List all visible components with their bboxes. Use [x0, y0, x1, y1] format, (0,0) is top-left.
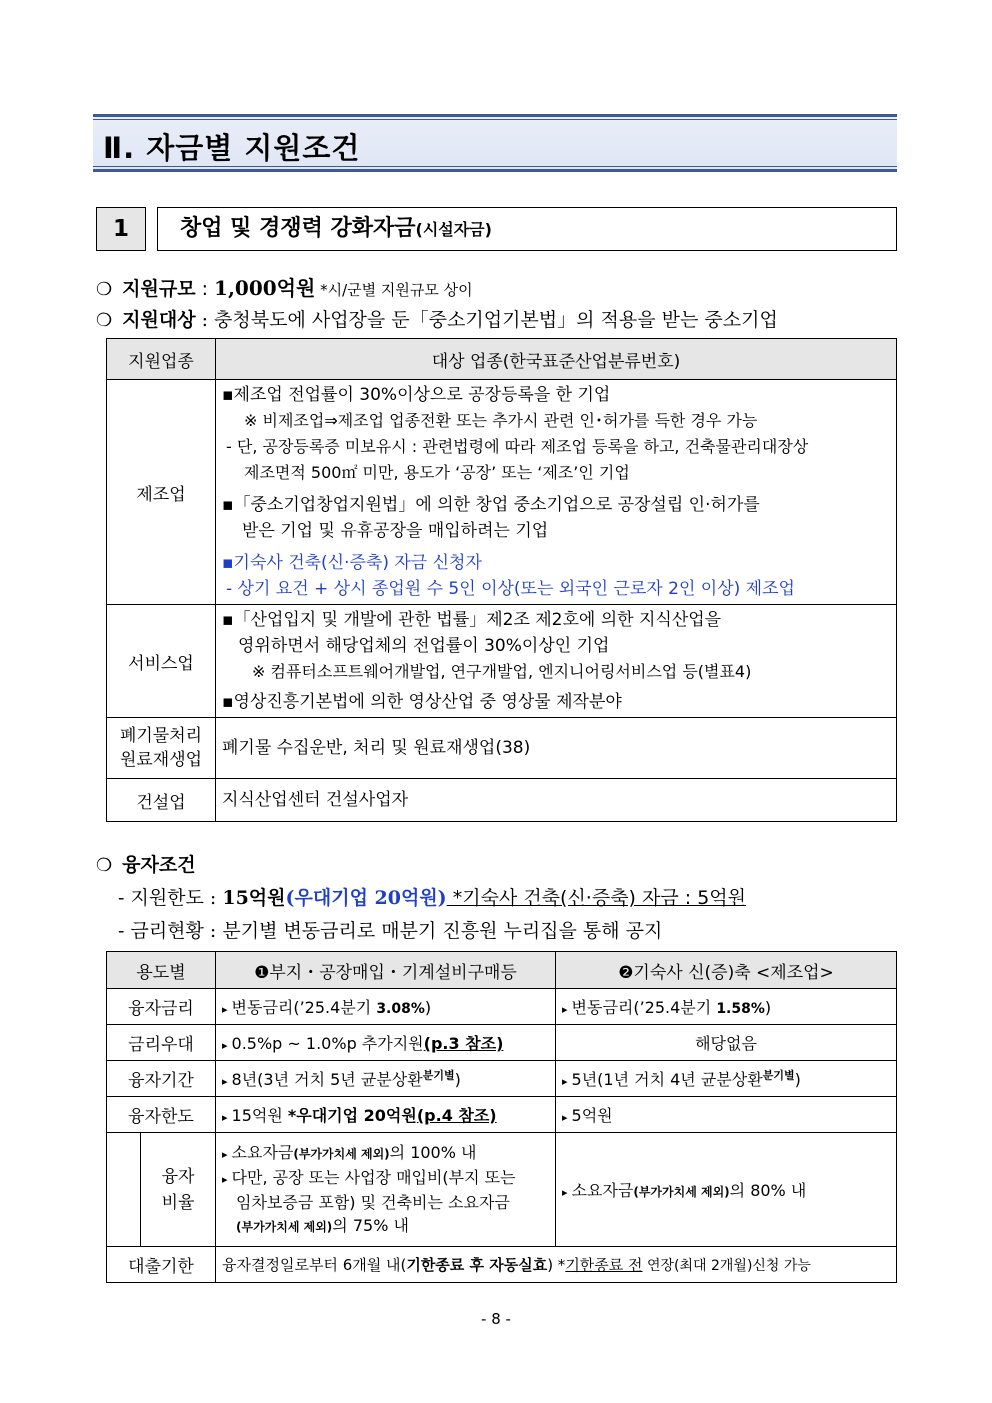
header-bottom-rule-thin — [93, 166, 897, 167]
deadline-text: 융자결정일로부터 6개월 내( — [222, 1256, 407, 1274]
list-item: ▪제조업 전업률이 30%이상으로 공장등록을 한 기업 — [222, 385, 611, 405]
list-item: ▪「중소기업창업지원법」에 의한 창업 중소기업으로 공장설립 인·허가를 — [222, 495, 760, 515]
triangle-bullet-icon: ▸ — [222, 1075, 228, 1088]
support-scale-colon: : — [195, 278, 215, 300]
list-item: 임차보증금 포함) 및 건축비는 소요자금 — [236, 1192, 510, 1212]
table-row — [107, 779, 897, 822]
list-item: ▪「산업입지 및 개발에 관한 법률」제2조 제2호에 의한 지식산업을 — [222, 610, 722, 630]
list-item: ▪영상진흥기본법에 의한 영상산업 중 영상물 제작분야 — [222, 692, 622, 712]
deadline-extension: 연장(최대 2개월)신청 가능 — [642, 1258, 811, 1274]
period-close: ) — [794, 1070, 801, 1089]
section-title-main: 창업 및 경쟁력 강화자금 — [180, 216, 416, 241]
support-target-label: 지원대상 — [122, 309, 196, 331]
ratio-vat-note: (부가가치세 제외) — [293, 1146, 390, 1161]
header-purpose: 용도별 — [107, 952, 216, 989]
support-scale-line — [96, 272, 473, 301]
limit-dormitory — [556, 1097, 897, 1133]
row-label-ratio-wrapper — [107, 1133, 216, 1247]
support-limit-value: 15억원 — [222, 887, 286, 909]
header-top-rule-thin — [93, 119, 897, 120]
triangle-bullet-icon: ▸ — [222, 1147, 228, 1161]
category-waste-line1: 폐기물처리 — [119, 726, 203, 746]
row-label-limit: 융자한도 — [107, 1097, 216, 1133]
ratio-indent-spacer — [107, 1133, 141, 1246]
triangle-bullet-icon: ▸ — [222, 1039, 228, 1052]
row-label-rate: 융자금리 — [107, 989, 216, 1025]
manufacturing-details — [216, 380, 897, 605]
list-item-sub: - 단, 공장등록증 미보유시 : 관련법령에 따라 제조업 등록을 하고, 건축물관리대장상 — [226, 437, 809, 456]
support-limit-preferred: (우대기업 20억원) — [285, 887, 447, 909]
preference-land-factory — [216, 1025, 556, 1061]
circle-bullet-icon: ❍ — [96, 855, 113, 876]
category-waste-line2: 원료재생업 — [119, 750, 203, 770]
category-waste — [107, 718, 216, 779]
support-scale-label: 지원규모 — [122, 278, 196, 300]
rate-dormitory — [556, 989, 897, 1025]
section-title-suffix: (시설자금) — [415, 220, 492, 239]
section-number: 1 — [96, 207, 146, 251]
ratio-label-line1: 융자 — [161, 1166, 195, 1187]
period-close: ) — [454, 1070, 461, 1089]
loan-conditions-label: 융자조건 — [122, 854, 196, 876]
header-land-factory: ❶부지・공장매입・기계설비구매등 — [216, 952, 556, 989]
header-target-industry: 대상 업종(한국표준산업분류번호) — [216, 339, 897, 380]
category-manufacturing: 제조업 — [107, 380, 216, 605]
header-dormitory: ❷기숙사 신(증)축 <제조업> — [556, 952, 897, 989]
row-label-deadline: 대출기한 — [107, 1247, 216, 1283]
ratio-label — [141, 1133, 215, 1246]
table-row — [107, 380, 897, 605]
loan-conditions-table — [106, 951, 897, 1283]
ratio-vat-note: (부가가치세 제외) — [236, 1219, 333, 1234]
circle-bullet-icon: ❍ — [96, 279, 113, 300]
limit-text: 15억원 — [231, 1106, 288, 1125]
ratio-land-factory — [216, 1133, 556, 1247]
support-limit-label: - 지원한도 : — [118, 887, 223, 909]
row-label-period: 융자기간 — [107, 1061, 216, 1097]
limit-ref: (p.4 참조) — [416, 1106, 497, 1125]
section-title — [157, 207, 897, 251]
triangle-bullet-icon: ▸ — [222, 1003, 228, 1016]
ratio-vat-note: (부가가치세 제외) — [633, 1185, 730, 1199]
ratio-label-line2: 비율 — [161, 1192, 195, 1213]
loan-conditions-line — [96, 850, 196, 877]
header-bottom-rule — [93, 169, 897, 172]
deadline-details — [216, 1247, 897, 1283]
eligible-industries-table — [106, 338, 897, 822]
preference-ref: (p.3 참조) — [423, 1034, 504, 1053]
preference-text: 0.5%p ~ 1.0%p 추가지원 — [231, 1034, 424, 1053]
ratio-text-end: 의 100% 내 — [389, 1142, 477, 1162]
rate-value: 1.58% — [716, 1001, 765, 1017]
list-item: 영위하면서 해당업체의 전업률이 30%이상인 기업 — [238, 636, 610, 656]
list-item — [222, 1166, 549, 1191]
category-construction: 건설업 — [107, 779, 216, 822]
ratio-text-end: 의 80% 내 — [729, 1181, 807, 1200]
limit-text: 5억원 — [571, 1106, 613, 1125]
table-row — [107, 1025, 897, 1061]
support-limit-dormitory: *기숙사 건축(신·증축) 자금 : 5억원 — [446, 887, 746, 909]
table-header-row — [107, 339, 897, 380]
ratio-label-split — [107, 1133, 215, 1246]
deadline-auto-expire: 기한종료 후 자동실효 — [406, 1256, 548, 1274]
rate-text: 변동금리(’25.4분기 — [231, 998, 377, 1017]
interest-rate-line: - 금리현황 : 분기별 변동금리로 매분기 진흥원 누리집을 통해 공지 — [118, 920, 663, 942]
triangle-bullet-icon: ▸ — [562, 1003, 568, 1016]
period-dormitory — [556, 1061, 897, 1097]
triangle-bullet-icon: ▸ — [222, 1111, 228, 1124]
ratio-text: 소요자금 — [231, 1142, 294, 1162]
waste-details: 폐기물 수집운반, 처리 및 원료재생업(38) — [216, 718, 897, 779]
row-label-preference: 금리우대 — [107, 1025, 216, 1061]
category-service: 서비스업 — [107, 605, 216, 718]
ratio-text: 소요자금 — [571, 1181, 634, 1200]
period-text: 5년(1년 거치 4년 균분상환 — [571, 1070, 763, 1089]
header-industry: 지원업종 — [107, 339, 216, 380]
list-item — [222, 1214, 549, 1239]
table-row — [107, 989, 897, 1025]
circle-bullet-icon: ❍ — [96, 310, 113, 331]
list-item-note: ※ 비제조업⇒제조업 업종전환 또는 추가시 관련 인･허가를 득한 경우 가능 — [244, 411, 758, 430]
support-target-text: : 충청북도에 사업장을 둔「중소기업기본법」의 적용을 받는 중소기업 — [195, 309, 778, 331]
table-row — [107, 1247, 897, 1283]
chapter-title: Ⅱ. 자금별 지원조건 — [103, 131, 361, 165]
preference-dormitory: 해당없음 — [556, 1025, 897, 1061]
limit-land-factory — [216, 1097, 556, 1133]
rate-value: 3.08% — [376, 1001, 425, 1017]
deadline-before-expiry: 기한종료 전 — [565, 1256, 643, 1274]
ratio-dormitory — [556, 1133, 897, 1247]
triangle-bullet-icon: ▸ — [562, 1111, 568, 1124]
rate-close: ) — [764, 998, 772, 1017]
deadline-mid: ) * — [547, 1256, 566, 1274]
rate-land-factory — [216, 989, 556, 1025]
table-row — [107, 1133, 897, 1247]
period-sup: 분기별 — [762, 1069, 795, 1082]
chapter-header — [93, 114, 897, 172]
triangle-bullet-icon: ▸ — [562, 1186, 568, 1199]
limit-preferred: *우대기업 20억원 — [287, 1106, 417, 1125]
list-item-sub: 제조면적 500㎡ 미만, 용도가 ‘공장’ 또는 ‘제조’인 기업 — [244, 463, 630, 482]
rate-close: ) — [424, 998, 432, 1017]
list-item: 받은 기업 및 유휴공장을 매입하려는 기업 — [242, 521, 549, 541]
page-number: - 8 - — [481, 1310, 511, 1328]
triangle-bullet-icon: ▸ — [222, 1172, 228, 1186]
period-land-factory — [216, 1061, 556, 1097]
table-header-row — [107, 952, 897, 989]
period-text: 8년(3년 거치 5년 균분상환 — [231, 1070, 423, 1089]
list-item-dormitory-sub: - 상기 요건 + 상시 종업원 수 5인 이상(또는 외국인 근로자 2인 이상) 제조업 — [226, 579, 795, 599]
list-item — [222, 1141, 549, 1166]
table-row — [107, 605, 897, 718]
table-row — [107, 1061, 897, 1097]
ratio-text-end: 의 75% 내 — [332, 1215, 409, 1235]
rate-text: 변동금리(’25.4분기 — [571, 998, 717, 1017]
triangle-bullet-icon: ▸ — [562, 1075, 568, 1088]
construction-details: 지식산업센터 건설사업자 — [216, 779, 897, 822]
header-top-rule — [93, 114, 897, 117]
list-item-dormitory: ▪기숙사 건축(신·증축) 자금 신청자 — [222, 553, 482, 573]
period-sup: 분기별 — [422, 1069, 455, 1082]
table-row — [107, 718, 897, 779]
ratio-text: 다만, 공장 또는 사업장 매입비(부지 또는 — [231, 1167, 516, 1187]
table-row — [107, 1097, 897, 1133]
support-scale-value: 1,000억원 — [214, 276, 316, 300]
service-details — [216, 605, 897, 718]
list-item-note: ※ 컴퓨터소프트웨어개발업, 연구개발업, 엔지니어링서비스업 등(별표4) — [252, 662, 752, 681]
support-scale-note: *시/군별 지원규모 상이 — [315, 281, 473, 299]
support-target-line — [96, 305, 778, 332]
support-limit-line — [118, 883, 746, 910]
